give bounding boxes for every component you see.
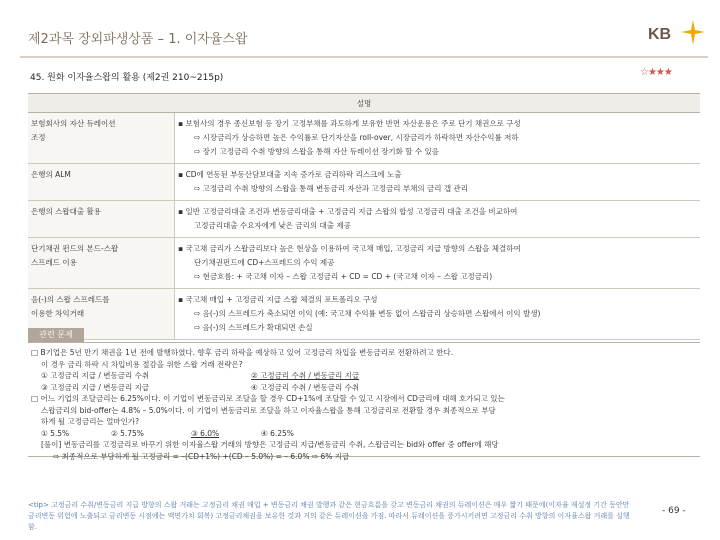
desc-line: ⇨ 시장금리가 상승하면 높은 수익률로 단기자산을 roll-over, 시장금리가 하락하면 자산수익률 저하 <box>194 133 519 142</box>
answer-option: ① 고정금리 지급 / 변동금리 수취 <box>41 371 150 380</box>
desc-line: ▪ CD에 연동된 부동산담보대출 지속 증가로 금리하락 리스크에 노출 <box>178 170 402 179</box>
question-line: 스왑금리의 bid-offer는 4.8% – 5.0%이다. 이 기업이 변동금리로 조달을 하고 이자율스왑을 통해 고정금리로 전환할 경우 최종적으로 부담 <box>41 405 496 415</box>
answer-options-row <box>31 382 697 394</box>
table-header: 설명 <box>28 94 700 113</box>
solution-line: [풀이] 변동금리를 고정금리로 바꾸기 위한 이자율스왑 거래의 방향은 고정금리 지급/변동금리 수취, 스왑금리는 bid와 offer 중 offer에 해당 <box>41 440 499 449</box>
row-label-line: 스프레드 이용 <box>31 258 77 267</box>
kb-logo <box>648 18 708 54</box>
desc-line: ▪ 일반 고정금리대출 조건과 변동금리대출 + 고정금리 지급 스왑의 합성 고정금리 대출 조건을 비교하여 <box>178 207 518 216</box>
answer-option: ④ 고정금리 수취 / 변동금리 수취 <box>251 382 360 392</box>
related-questions-box <box>28 342 700 461</box>
desc-line: ⇨ 고정금리 수취 방향의 스왑을 통해 변동금리 자산과 고정금리 부채의 금리 갭 관리 <box>194 184 468 193</box>
row-label-line: 조정 <box>31 133 46 142</box>
row-label-line: 이용한 차익거래 <box>31 309 85 318</box>
table-row <box>28 289 700 340</box>
page-number: - 69 - <box>662 506 686 516</box>
answer-options-row <box>31 428 697 440</box>
desc-line: ▪ 보험사의 경우 종신보험 등 장기 고정부채를 과도하게 보유한 반면 자산운용은 주로 단기 채권으로 구성 <box>178 119 521 128</box>
answer-option: ③ 고정금리 지급 / 변동금리 지급 <box>41 382 150 392</box>
section-title: 45. 원화 이자율스왑의 활용 (제2권 210~215p) <box>30 73 224 83</box>
row-label-line: 은행의 스왑대출 활용 <box>31 207 101 216</box>
desc-line: ▪ 국고채 금리가 스왑금리보다 높은 현상을 이용하여 국고채 매입, 고정금리 지급 방향의 스왑을 체결하여 <box>178 244 521 253</box>
table-row <box>28 164 700 201</box>
desc-line: 고정금리대출 수요자에게 낮은 금리의 대출 제공 <box>194 221 351 230</box>
row-label <box>28 113 175 164</box>
question-line: 이 경우 금리 하락 시 차입비용 절감을 위한 스왑 거래 전략은? <box>41 359 243 369</box>
desc-line: 단기채권펀드에 CD+스프레드의 수익 제공 <box>194 258 335 267</box>
desc-line: ⇨ 음(-)의 스프레드가 확대되면 손실 <box>194 323 313 332</box>
kb-star-icon <box>678 18 708 48</box>
row-description <box>175 201 701 238</box>
row-description <box>175 289 701 340</box>
question-line: 하게 될 고정금리는 얼마인가? <box>41 417 140 426</box>
row-label <box>28 201 175 238</box>
row-label <box>28 164 175 201</box>
desc-line: ⇨ 음(-)의 스프레드가 축소되면 이익 (예: 국고채 수익률 변동 없이 스왑금리 상승하면 스왑에서 이익 발생) <box>194 309 541 318</box>
page-header-title: 제2과목 장외파생상품 – 1. 이자율스왑 <box>28 32 248 47</box>
row-label <box>28 238 175 289</box>
logo-text: KB <box>648 26 672 43</box>
answer-option-correct: ② 고정금리 수취 / 변동금리 지급 <box>251 371 360 380</box>
table-row <box>28 113 700 164</box>
row-label-line: 음(-)의 스왑 스프레드를 <box>31 295 110 304</box>
row-label-line: 보험회사의 자산 듀레이션 <box>31 119 116 128</box>
question-line: □ B기업은 5년 만기 채권을 1년 전에 발행하였다. 향후 금리 하락을 예상하고 있어 고정금리 차입을 변동금리로 전환하려고 한다. <box>31 348 454 357</box>
table-row <box>28 201 700 238</box>
solution-line: ⇨ 최종적으로 부담하게 될 고정금리 = –(CD+1%) +(CD – 5.0%) = – 6.0% ⇨ 6% 지급 <box>53 451 350 461</box>
answer-option: ① 5.5% <box>41 428 70 438</box>
star-filled-icon: ★★★ <box>647 67 672 78</box>
table-row <box>28 238 700 289</box>
row-description <box>175 238 701 289</box>
header-divider <box>20 56 708 58</box>
tip-note: <tip> 고정금리 수취/변동금리 지급 방향의 스왑 거래는 고정금리 채권 매입 + 변동금리 채권 발행과 같은 현금흐름을 갖고 변동금리 채권의 듀레이션은 매우 짧기 때문에(이자율 재설정 기간 동안만 금리변동 위험에 노출되고 금리변동 시점에는 액면가치 회복) 고정금리채권을 보유한 것과 거의 같은 듀레이션을 가짐. 따라서 듀레이션을 증가시키려면 고정금리 수취 방향의 이자율스왑 거래를 실행함. <box>28 501 630 531</box>
row-label-line: 은행의 ALM <box>31 170 71 179</box>
related-questions-badge: 관련 문제 <box>28 328 84 342</box>
row-description <box>175 164 701 201</box>
row-label-line: 단기채권 펀드의 본드-스왑 <box>31 244 119 253</box>
desc-line: ⇨ 현금흐름: + 국고채 이자 – 스왑 고정금리 + CD = CD + (국고채 이자 – 스왑 고정금리) <box>194 272 493 281</box>
desc-line: ⇨ 장기 고정금리 수취 방향의 스왑을 통해 자산 듀레이션 장기화 할 수 있음 <box>194 147 439 156</box>
desc-line: ▪ 국고채 매입 + 고정금리 지급 스왑 체결의 포트폴리오 구성 <box>178 295 378 304</box>
row-description <box>175 113 701 164</box>
answer-option: ② 5.75% <box>111 428 144 438</box>
answer-option: ④ 6.25% <box>261 428 294 438</box>
swap-usage-table <box>28 93 700 340</box>
answer-options-row <box>31 370 697 382</box>
answer-option-correct: ③ 6.0% <box>191 428 220 438</box>
star-empty-icon: ☆ <box>640 67 648 78</box>
question-line: □ 어느 기업의 조달금리는 6.25%이다. 이 기업이 변동금리로 조달을 할 경우 CD+1%에 조달할 수 있고 시장에서 CD금리에 대해 호가되고 있는 <box>31 394 505 403</box>
difficulty-stars <box>640 67 672 78</box>
